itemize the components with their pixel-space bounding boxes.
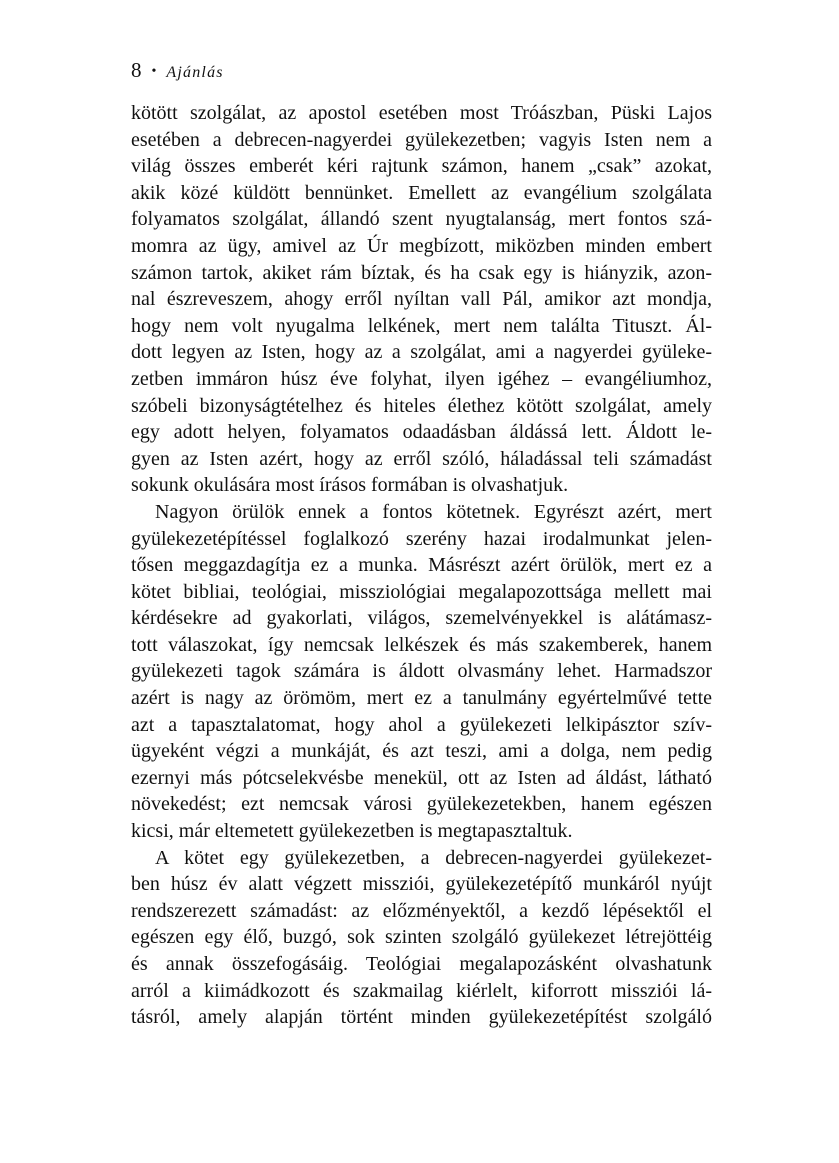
text-line: kicsi, már eltemetett gyülekezetben is megtapasztaltuk.	[131, 820, 573, 843]
text-line: kérdésekre ad gyakorlati, világos, szemelvényekkel is alátámasz-	[131, 607, 712, 630]
text-line: nal észreveszem, ahogy erről nyíltan vall Pál, amikor azt mondja,	[131, 288, 712, 311]
text-line: növekedést; ezt nemcsak városi gyülekezetekben, hanem egészen	[131, 793, 712, 816]
text-line: folyamatos szolgálat, állandó szent nyugtalanság, mert fontos szá-	[131, 208, 712, 231]
text-line: egy adott helyen, folyamatos odaadásban áldássá lett. Áldott le-	[131, 421, 712, 444]
text-line: hogy nem volt nyugalma lelkének, mert nem találta Tituszt. Ál-	[131, 314, 712, 337]
text-line: gyülekezetépítéssel foglalkozó szerény hazai irodalmunkat jelen-	[131, 527, 712, 550]
text-line: akik közé küldött bennünket. Emellett az evangélium szolgálata	[131, 181, 712, 204]
section-title: Ajánlás	[166, 64, 224, 81]
page-number: 8	[131, 58, 142, 82]
text-line: arról a kiimádkozott és szakmailag kiérlelt, kiforrott missziói lá-	[131, 979, 712, 1002]
body-text	[131, 100, 712, 1031]
text-line: Nagyon örülök ennek a fontos kötetnek. Egyrészt azért, mert	[155, 500, 712, 523]
text-line: A kötet egy gyülekezetben, a debrecen-nagyerdei gyülekezet-	[155, 846, 712, 869]
text-line: gyülekezeti tagok számára is áldott olvasmány lehet. Harmadszor	[131, 660, 712, 683]
running-header	[131, 56, 224, 88]
text-line: ezernyi más pótcselekvésbe menekül, ott az Isten ad áldást, látható	[131, 766, 712, 789]
text-line: világ összes emberét kéri rajtunk számon, hanem „csak” azokat,	[131, 155, 712, 178]
text-line: ben húsz év alatt végzett missziói, gyülekezetépítő munkáról nyújt	[131, 873, 712, 896]
text-line: sokunk okulására most írásos formában is olvashatjuk.	[131, 474, 569, 497]
text-line: momra az ügy, amivel az Úr megbízott, miközben minden embert	[131, 234, 712, 257]
text-line: tősen meggazdagítja ez a munka. Másrészt azért örülök, mert ez a	[131, 554, 712, 577]
bullet-separator: •	[151, 64, 157, 79]
text-line: tásról, amely alapján történt minden gyülekezetépítést szolgáló	[131, 1006, 712, 1029]
text-line: azt a tapasztalatomat, hogy ahol a gyülekezeti lelkipásztor szív-	[131, 713, 712, 736]
text-line: gyen az Isten azért, hogy az erről szóló, háladással teli számadást	[131, 447, 712, 470]
text-line: szóbeli bizonyságtételhez és hiteles élethez kötött szolgálat, amely	[131, 394, 712, 417]
text-line: rendszerezett számadást: az előzményektől, a kezdő lépésektől el	[131, 899, 712, 922]
paragraph	[131, 499, 712, 845]
text-line: kötött szolgálat, az apostol esetében most Tróászban, Püski Lajos	[131, 102, 712, 124]
text-line: azért is nagy az örömöm, mert ez a tanulmány egyértelművé tette	[131, 687, 712, 710]
text-line: egészen egy élő, buzgó, sok szinten szolgáló gyülekezet létrejöttéig	[131, 926, 712, 949]
text-line: dott legyen az Isten, hogy az a szolgálat, ami a nagyerdei gyüleke-	[131, 341, 712, 364]
text-line: esetében a debrecen-nagyerdei gyülekezetben; vagyis Isten nem a	[131, 128, 712, 151]
text-line: tott válaszokat, így nemcsak lelkészek és más szakemberek, hanem	[131, 633, 712, 656]
text-line: és annak összefogásáig. Teológiai megalapozásként olvashatunk	[131, 953, 712, 975]
text-line: számon tartok, akiket rám bíztak, és ha csak egy is hiányzik, azon-	[131, 261, 712, 284]
paragraph	[131, 100, 712, 499]
text-line: ügyeként végzi a munkáját, és azt teszi, ami a dolga, nem pedig	[131, 740, 712, 763]
text-line: kötet bibliai, teológiai, missziológiai megalapozottsága mellett mai	[131, 580, 712, 603]
paragraph	[131, 845, 712, 1031]
text-line: zetben immáron húsz éve folyhat, ilyen igéhez – evangéliumhoz,	[131, 367, 712, 390]
